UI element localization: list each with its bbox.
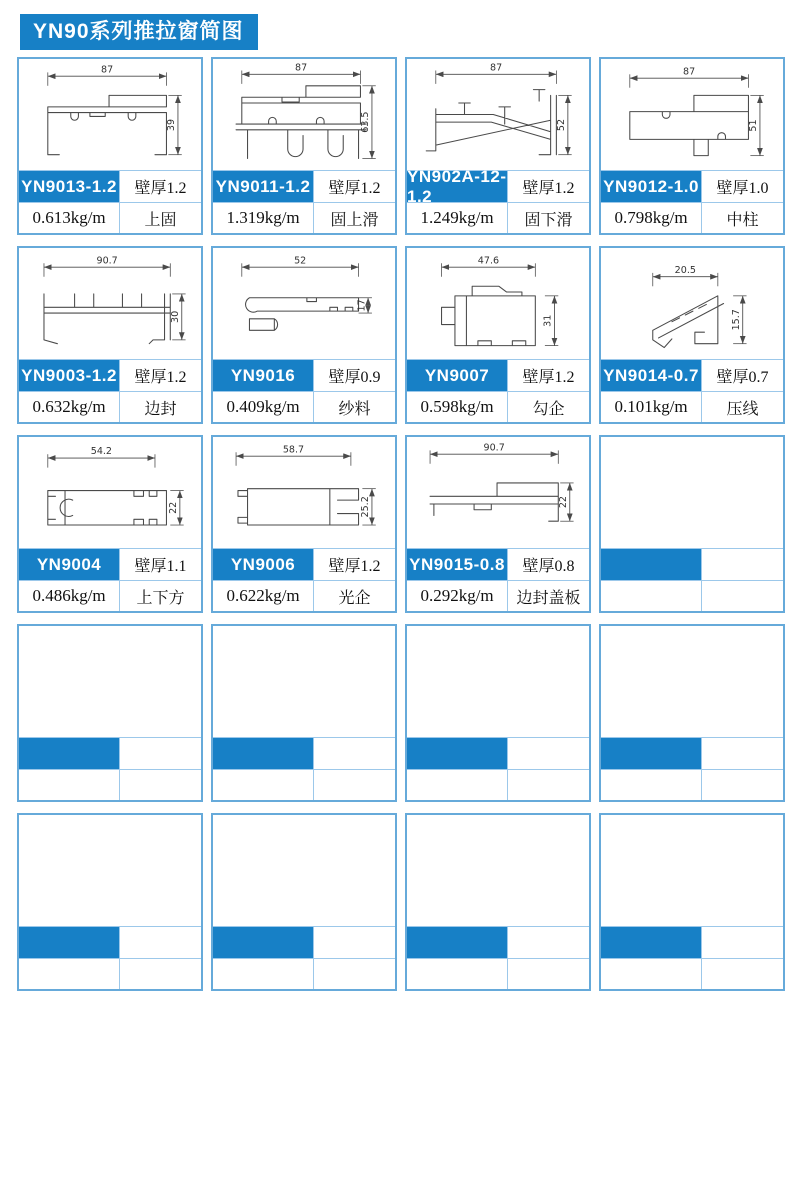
model-cell — [601, 549, 701, 580]
profile-name-cell — [701, 581, 783, 611]
profile-name-cell: 压线 — [701, 392, 783, 422]
svg-text:52: 52 — [294, 255, 307, 267]
info-row — [407, 391, 589, 422]
info-row — [213, 580, 395, 611]
profile-name-cell: 固下滑 — [507, 203, 589, 233]
thickness-cell: 壁厚0.8 — [507, 549, 589, 580]
profile-drawing — [601, 815, 783, 926]
profile-drawing — [19, 815, 201, 926]
profile-drawing — [19, 437, 201, 548]
profile-drawing — [19, 59, 201, 170]
svg-text:90.7: 90.7 — [483, 442, 505, 454]
weight-cell: 1.319kg/m — [226, 208, 300, 227]
label-row — [19, 737, 201, 769]
model-cell: YN902A-12-1.2 — [407, 166, 507, 206]
svg-text:87: 87 — [683, 66, 696, 78]
thickness-cell: 壁厚1.2 — [507, 171, 589, 202]
weight-cell — [601, 770, 701, 800]
profile-card-empty — [405, 624, 591, 802]
info-row — [601, 391, 783, 422]
svg-text:63.5: 63.5 — [360, 111, 372, 133]
thickness-cell: 壁厚1.2 — [119, 171, 201, 202]
thickness-cell: 壁厚1.2 — [119, 360, 201, 391]
thickness-cell: 壁厚1.2 — [313, 171, 395, 202]
profile-drawing — [407, 59, 589, 170]
model-cell: YN9007 — [407, 360, 507, 391]
profile-name-cell: 边封盖板 — [507, 581, 589, 611]
profile-drawing — [213, 815, 395, 926]
info-row — [19, 391, 201, 422]
profile-name-cell: 中柱 — [701, 203, 783, 233]
svg-text:39: 39 — [166, 118, 178, 132]
thickness-cell — [119, 927, 201, 958]
label-row — [19, 170, 201, 202]
profile-card-empty — [17, 813, 203, 991]
profile-card-empty — [211, 813, 397, 991]
model-cell — [601, 927, 701, 958]
info-row — [19, 580, 201, 611]
profile-name-cell — [313, 770, 395, 800]
info-row — [601, 580, 783, 611]
thickness-cell: 壁厚0.9 — [313, 360, 395, 391]
label-row — [601, 548, 783, 580]
profile-card-empty — [599, 435, 785, 613]
thickness-cell — [119, 738, 201, 769]
info-row — [213, 202, 395, 233]
weight-cell — [407, 770, 507, 800]
profile-name-cell: 上下方 — [119, 581, 201, 611]
profile-card-empty — [599, 813, 785, 991]
info-row — [601, 769, 783, 800]
weight-cell — [601, 959, 701, 989]
info-row — [407, 769, 589, 800]
svg-text:87: 87 — [101, 64, 114, 76]
svg-text:52: 52 — [556, 118, 568, 132]
svg-text:15.7: 15.7 — [730, 309, 742, 331]
info-row — [19, 769, 201, 800]
label-row — [213, 737, 395, 769]
thickness-cell — [507, 738, 589, 769]
profile-drawing — [407, 815, 589, 926]
profile-name-cell — [701, 770, 783, 800]
weight-cell: 0.292kg/m — [420, 586, 494, 605]
model-cell: YN9016 — [213, 360, 313, 391]
weight-cell — [407, 959, 507, 989]
model-cell: YN9004 — [19, 549, 119, 580]
profile-name-cell — [313, 959, 395, 989]
svg-text:87: 87 — [490, 62, 503, 74]
weight-cell — [19, 959, 119, 989]
info-row — [407, 202, 589, 233]
profile-name-cell: 上固 — [119, 203, 201, 233]
profile-drawing — [19, 626, 201, 737]
profile-card — [17, 246, 203, 424]
svg-text:25.2: 25.2 — [360, 496, 372, 518]
model-cell — [213, 738, 313, 769]
thickness-cell — [313, 738, 395, 769]
weight-cell: 0.101kg/m — [614, 397, 688, 416]
svg-text:22: 22 — [557, 495, 569, 509]
profile-drawing — [601, 248, 783, 359]
profile-name-cell: 边封 — [119, 392, 201, 422]
model-cell — [213, 927, 313, 958]
profile-card-empty — [17, 624, 203, 802]
profile-card-empty — [599, 624, 785, 802]
thickness-cell — [507, 927, 589, 958]
svg-text:87: 87 — [295, 62, 308, 74]
weight-cell — [19, 770, 119, 800]
profile-card — [211, 435, 397, 613]
profile-card — [599, 57, 785, 235]
profile-card-grid — [17, 57, 787, 991]
profile-name-cell — [119, 959, 201, 989]
label-row — [601, 170, 783, 202]
model-cell — [19, 927, 119, 958]
weight-cell: 0.598kg/m — [420, 397, 494, 416]
profile-drawing — [601, 626, 783, 737]
svg-text:58.7: 58.7 — [282, 444, 305, 456]
info-row — [213, 769, 395, 800]
label-row — [213, 926, 395, 958]
weight-cell: 1.249kg/m — [420, 208, 494, 227]
info-row — [213, 958, 395, 989]
svg-text:20.5: 20.5 — [674, 264, 696, 276]
label-row — [19, 548, 201, 580]
svg-text:47.6: 47.6 — [477, 255, 500, 267]
info-row — [407, 580, 589, 611]
svg-text:31: 31 — [542, 314, 554, 327]
label-row — [601, 926, 783, 958]
info-row — [601, 202, 783, 233]
profile-card-empty — [405, 813, 591, 991]
profile-name-cell — [507, 959, 589, 989]
profile-drawing — [601, 437, 783, 548]
weight-cell: 0.486kg/m — [32, 586, 106, 605]
label-row — [407, 548, 589, 580]
model-cell — [407, 927, 507, 958]
svg-text:22: 22 — [168, 501, 180, 514]
profile-name-cell: 光企 — [313, 581, 395, 611]
profile-drawing — [19, 248, 201, 359]
profile-name-cell — [507, 770, 589, 800]
label-row — [407, 166, 589, 206]
model-cell — [19, 738, 119, 769]
weight-cell: 0.622kg/m — [226, 586, 300, 605]
info-row — [213, 391, 395, 422]
info-row — [601, 958, 783, 989]
weight-cell: 0.409kg/m — [226, 397, 300, 416]
model-cell: YN9012-1.0 — [601, 171, 701, 202]
info-row — [19, 202, 201, 233]
svg-text:51: 51 — [748, 119, 760, 132]
thickness-cell: 壁厚1.2 — [507, 360, 589, 391]
weight-cell: 0.632kg/m — [32, 397, 106, 416]
label-row — [407, 737, 589, 769]
profile-name-cell: 固上滑 — [313, 203, 395, 233]
weight-cell — [601, 581, 701, 611]
model-cell — [407, 738, 507, 769]
profile-name-cell — [119, 770, 201, 800]
profile-drawing — [213, 59, 395, 170]
label-row — [601, 737, 783, 769]
profile-card — [599, 246, 785, 424]
model-cell: YN9003-1.2 — [19, 360, 119, 391]
svg-text:90.7: 90.7 — [96, 255, 118, 267]
profile-card-empty — [211, 624, 397, 802]
profile-card — [405, 435, 591, 613]
svg-text:30: 30 — [169, 310, 181, 323]
thickness-cell: 壁厚0.7 — [701, 360, 783, 391]
thickness-cell — [701, 927, 783, 958]
profile-drawing — [407, 437, 589, 548]
model-cell: YN9013-1.2 — [19, 171, 119, 202]
thickness-cell: 壁厚1.2 — [313, 549, 395, 580]
svg-text:17: 17 — [356, 299, 368, 312]
profile-name-cell — [701, 959, 783, 989]
profile-drawing — [213, 626, 395, 737]
profile-name-cell: 勾企 — [507, 392, 589, 422]
page-title: YN90系列推拉窗简图 — [20, 14, 258, 50]
profile-drawing — [213, 437, 395, 548]
label-row — [213, 359, 395, 391]
label-row — [213, 548, 395, 580]
profile-drawing — [407, 626, 589, 737]
weight-cell — [213, 959, 313, 989]
label-row — [19, 359, 201, 391]
label-row — [601, 359, 783, 391]
profile-card — [17, 57, 203, 235]
model-cell: YN9014-0.7 — [601, 360, 701, 391]
weight-cell: 0.613kg/m — [32, 208, 106, 227]
weight-cell: 0.798kg/m — [614, 208, 688, 227]
profile-card — [211, 246, 397, 424]
thickness-cell — [701, 549, 783, 580]
model-cell — [601, 738, 701, 769]
thickness-cell: 壁厚1.0 — [701, 171, 783, 202]
model-cell: YN9011-1.2 — [213, 171, 313, 202]
label-row — [407, 359, 589, 391]
label-row — [19, 926, 201, 958]
thickness-cell — [313, 927, 395, 958]
profile-drawing — [407, 248, 589, 359]
profile-name-cell: 纱料 — [313, 392, 395, 422]
label-row — [407, 926, 589, 958]
info-row — [407, 958, 589, 989]
thickness-cell — [701, 738, 783, 769]
label-row — [213, 170, 395, 202]
profile-drawing — [213, 248, 395, 359]
profile-card — [211, 57, 397, 235]
profile-card — [405, 57, 591, 235]
info-row — [19, 958, 201, 989]
profile-drawing — [601, 59, 783, 170]
svg-text:54.2: 54.2 — [90, 446, 113, 458]
profile-card — [17, 435, 203, 613]
weight-cell — [213, 770, 313, 800]
profile-card — [405, 246, 591, 424]
thickness-cell: 壁厚1.1 — [119, 549, 201, 580]
model-cell: YN9006 — [213, 549, 313, 580]
model-cell: YN9015-0.8 — [407, 549, 507, 580]
